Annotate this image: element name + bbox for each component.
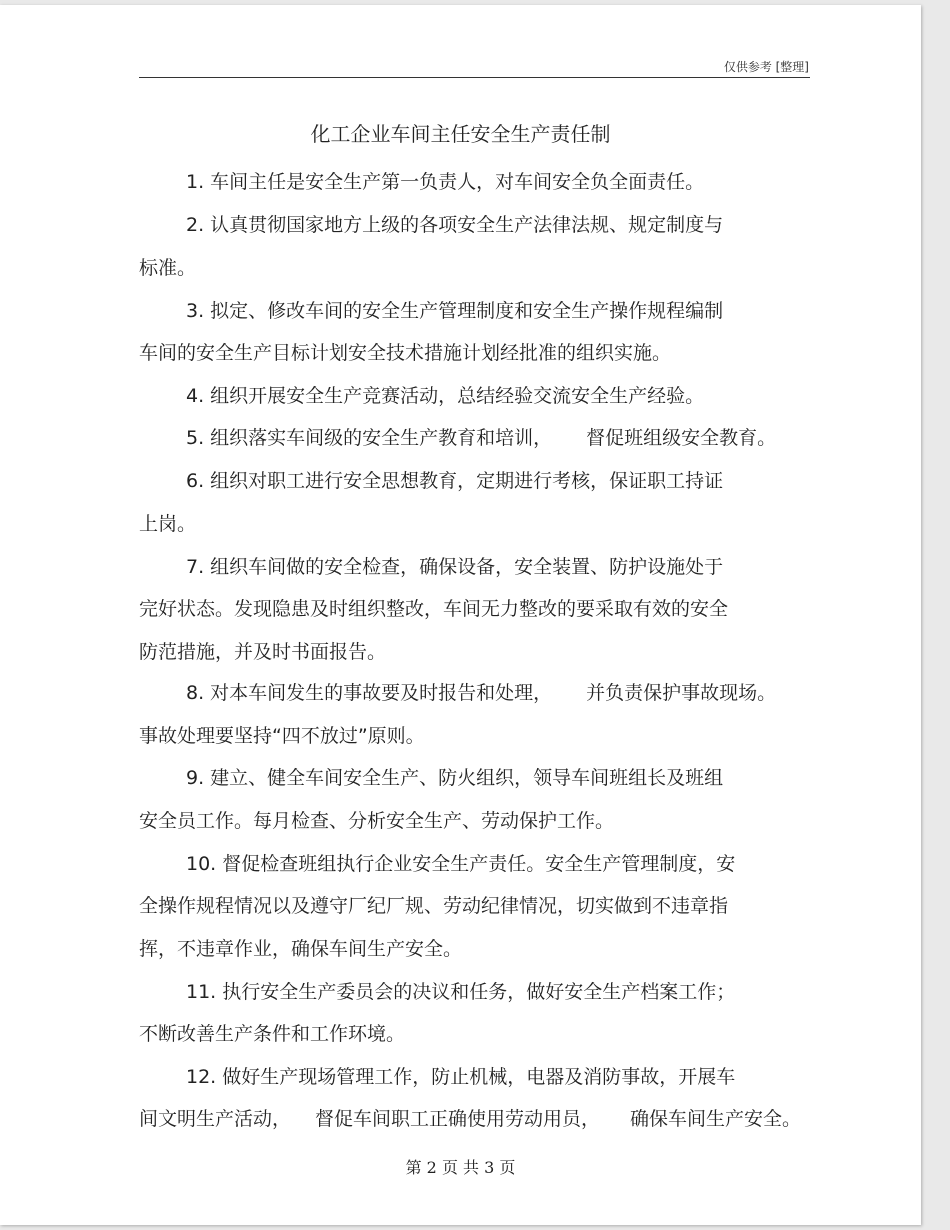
paragraph-line: 6. 组织对职工进行安全思想教育，定期进行考核，保证职工持证 [186, 470, 724, 492]
line-segment: 8. 对本车间发生的事故要及时报告和处理， [186, 682, 553, 704]
paragraph-line: 上岗。 [139, 513, 197, 535]
line-segment: 间文明生产活动， [139, 1108, 292, 1130]
paragraph-line: 3. 拟定、修改车间的安全生产管理制度和安全生产操作规程编制 [186, 300, 724, 322]
paragraph-line: 全操作规程情况以及遵守厂纪厂规、劳动纪律情况，切实做到不违章指 [139, 895, 729, 917]
line-segment: 督促班组级安全教育。 [586, 427, 777, 449]
paragraph-line: 10. 督促检查班组执行企业安全生产责任。安全生产管理制度，安 [186, 853, 736, 875]
paragraph-line [139, 1104, 801, 1131]
line-segment: 确保车间生产安全。 [630, 1108, 802, 1130]
line-segment: 并负责保护事故现场。 [586, 682, 777, 704]
paragraph-line: 4. 组织开展安全生产竞赛活动，总结经验交流安全生产经验。 [186, 385, 705, 407]
paragraph-line: 9. 建立、健全车间安全生产、防火组织，领导车间班组长及班组 [186, 767, 724, 789]
header-note: 仅供参考 [整理] [723, 60, 809, 74]
paragraph-line: 12. 做好生产现场管理工作，防止机械，电器及消防事故，开展车 [186, 1066, 736, 1088]
paragraph-line: 防范措施，并及时书面报告。 [139, 641, 387, 663]
paragraph-line: 标准。 [139, 257, 197, 279]
paragraph-line [186, 678, 776, 705]
paragraph-line: 安全员工作。每月检查、分析安全生产、劳动保护工作。 [139, 810, 615, 832]
paragraph-line: 7. 组织车间做的安全检查，确保设备，安全装置、防护设施处于 [186, 556, 724, 578]
header-divider [139, 77, 810, 78]
paragraph-line: 挥，不违章作业，确保车间生产安全。 [139, 938, 463, 960]
document-title: 化工企业车间主任安全生产责任制 [310, 122, 611, 146]
document-page [0, 5, 921, 1225]
paragraph-line: 不断改善生产条件和工作环境。 [139, 1023, 406, 1045]
paragraph-line: 事故处理要坚持“四不放过”原则。 [139, 725, 425, 747]
paragraph-line: 1. 车间主任是安全生产第一负责人，对车间安全负全面责任。 [186, 171, 705, 193]
line-segment: 督促车间职工正确使用劳动用员， [315, 1108, 601, 1130]
page-indicator: 第 2 页 共 3 页 [405, 1158, 516, 1177]
paragraph-line: 完好状态。发现隐患及时组织整改，车间无力整改的要采取有效的安全 [139, 598, 729, 620]
paragraph-line: 11. 执行安全生产委员会的决议和任务，做好安全生产档案工作； [186, 981, 736, 1003]
line-segment: 5. 组织落实车间级的安全生产教育和培训， [186, 427, 553, 449]
paragraph-line [186, 423, 776, 450]
paragraph-line: 车间的安全生产目标计划安全技术措施计划经批准的组织实施。 [139, 342, 672, 364]
paragraph-line: 2. 认真贯彻国家地方上级的各项安全生产法律法规、规定制度与 [186, 214, 724, 236]
